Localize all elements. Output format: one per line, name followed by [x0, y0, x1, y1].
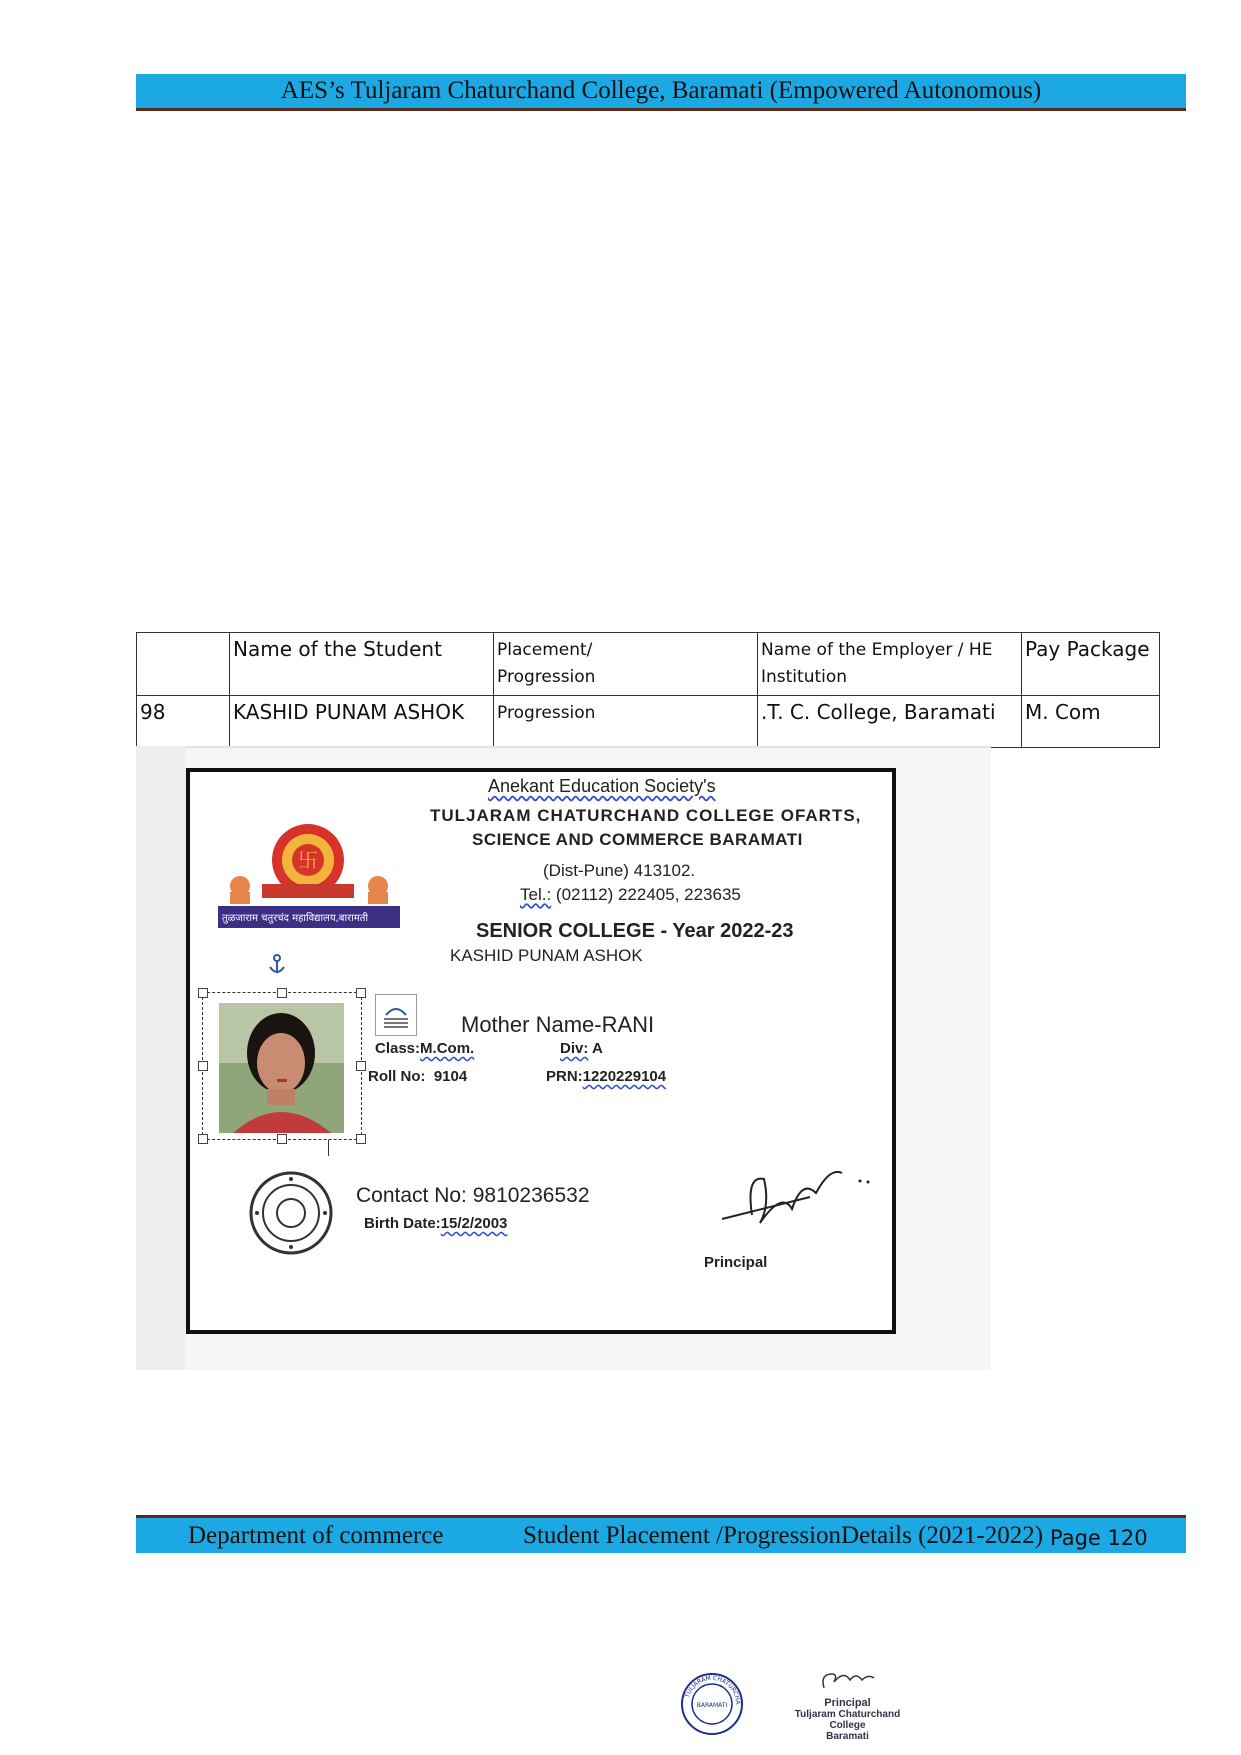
page-header-title: AES’s Tuljaram Chaturchand College, Baramati (Empowered Autonomous) [280, 77, 1042, 104]
footer-page-number: Page 120 [1050, 1526, 1148, 1550]
year-line: SENIOR COLLEGE - Year 2022-23 [476, 920, 794, 942]
footer-band [136, 1515, 1186, 1553]
telephone-numbers: (02112) 222405, 223635 [551, 885, 741, 904]
class-label: Class: [375, 1040, 421, 1057]
header-cell-no [137, 633, 230, 696]
header-cell-progression [494, 633, 758, 696]
resize-handle[interactable] [356, 988, 366, 998]
class-value: M.Com. [420, 1040, 475, 1057]
contact-line: Contact No: 9810236532 [356, 1184, 590, 1207]
roll-label: Roll No: [368, 1068, 426, 1085]
svg-text:卐: 卐 [298, 848, 318, 872]
resize-handle[interactable] [356, 1061, 366, 1071]
div-label: Div: [560, 1040, 589, 1057]
seal-top-text: TULJARAM CHATURCHA [683, 1674, 742, 1705]
resize-handle[interactable] [198, 1134, 208, 1144]
screenshot-border [136, 746, 991, 748]
principal-label: Principal [704, 1254, 768, 1271]
telephone-label: Tel.: [520, 885, 552, 904]
prn-line [546, 1068, 666, 1085]
table-header-row [137, 633, 1160, 696]
society-name: Anekant Education Society's [488, 776, 716, 796]
birth-line [364, 1215, 507, 1232]
seal-center-text: BARAMATI [696, 1702, 728, 1709]
mother-name: Mother Name-RANI [461, 1012, 655, 1037]
row-no: 98 [137, 696, 230, 748]
prn-value: 1220229104 [582, 1068, 667, 1085]
principal-college: Tuljaram Chaturchand College [794, 1709, 901, 1731]
header-cell-package: Pay Package [1022, 633, 1160, 696]
resize-handle[interactable] [356, 1134, 366, 1144]
principal-signature-block [780, 1668, 915, 1748]
row-package: M. Com [1022, 696, 1160, 748]
principal-title: Principal [824, 1697, 871, 1709]
row-progression: Progression [494, 696, 758, 748]
student-photo [219, 1003, 344, 1133]
resize-handle[interactable] [198, 1061, 208, 1071]
birth-label: Birth Date: [364, 1215, 441, 1232]
div-line [560, 1040, 603, 1057]
header-employer-line-2: Institution [761, 667, 848, 687]
photo-selection-frame[interactable] [202, 992, 362, 1140]
progression-table [136, 632, 1160, 748]
college-line-1: TULJARAM CHATURCHAND COLLEGE OFARTS, [430, 806, 862, 825]
resize-handle[interactable] [277, 988, 287, 998]
roll-value: 9104 [433, 1068, 468, 1085]
layout-options-icon[interactable] [375, 994, 417, 1036]
header-band [136, 74, 1186, 111]
text-cursor [328, 1140, 329, 1156]
table-row [137, 696, 1160, 748]
society-line [488, 776, 716, 797]
screenshot-left-strip [136, 746, 186, 1370]
resize-handle[interactable] [277, 1134, 287, 1144]
principal-seal [680, 1672, 744, 1741]
row-student-name: KASHID PUNAM ASHOK [230, 696, 494, 748]
id-card-screenshot [136, 746, 991, 1370]
resize-handle[interactable] [198, 988, 208, 998]
header-employer-line-1: Name of the Employer / HE [761, 640, 993, 660]
footer-department: Department of commerce [188, 1522, 444, 1549]
footer-details: Student Placement /ProgressionDetails (2021-2022) [523, 1522, 1044, 1549]
anchor-icon[interactable] [268, 954, 286, 981]
telephone-line [520, 885, 741, 905]
principal-signature-card [720, 1157, 880, 1242]
row-institution: .T. C. College, Baramati [758, 696, 1022, 748]
card-student-name: KASHID PUNAM ASHOK [450, 946, 643, 965]
id-card [186, 768, 896, 1334]
principal-place: Baramati [826, 1731, 869, 1742]
header-progression-line-1: Placement/ [497, 640, 593, 660]
principal-signature-scribble [818, 1668, 878, 1694]
div-value: A [588, 1040, 603, 1057]
header-cell-name: Name of the Student [230, 633, 494, 696]
college-stamp [248, 1170, 334, 1261]
district-line: (Dist-Pune) 413102. [543, 861, 696, 880]
college-line-2: SCIENCE AND COMMERCE BARAMATI [472, 830, 803, 849]
class-line [375, 1040, 474, 1057]
header-cell-employer [758, 633, 1022, 696]
birth-value: 15/2/2003 [440, 1215, 508, 1232]
header-progression-line-2: Progression [497, 667, 596, 687]
prn-label: PRN: [546, 1068, 583, 1085]
college-logo [218, 822, 400, 934]
roll-line [368, 1068, 467, 1085]
logo-text: तुळजाराम चतुरचंद महाविद्यालय,बारामती [222, 913, 369, 924]
